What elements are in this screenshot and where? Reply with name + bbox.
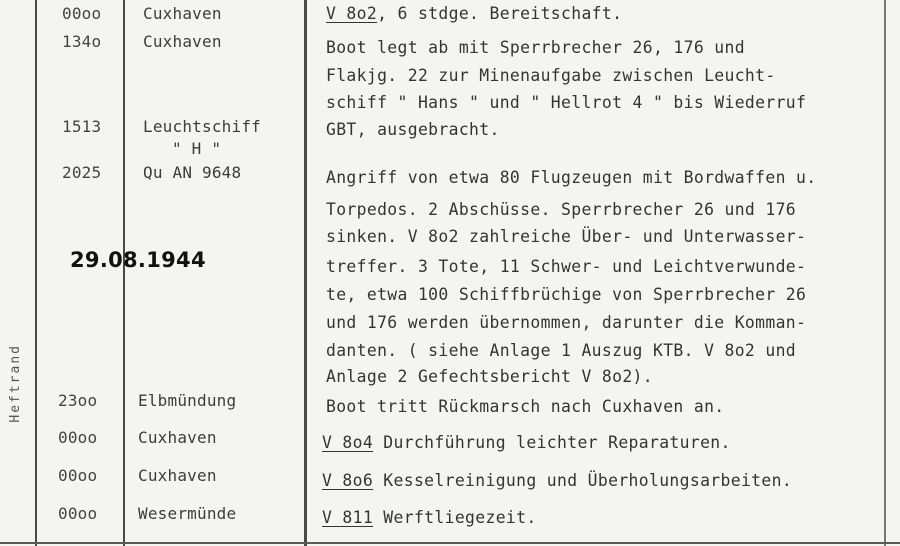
event-line: Torpedos. 2 Abschüsse. Sperrbrecher 26 und 176 <box>326 200 797 219</box>
event-entry <box>322 433 731 452</box>
time-cell: 1513 <box>62 117 102 136</box>
event-text: Kesselreinigung und Überholungsarbeiten. <box>373 471 793 490</box>
time-cell: 134o <box>62 32 102 51</box>
place-cell: Wesermünde <box>138 504 237 523</box>
event-line: te, etwa 100 Schiffbrüchige von Sperrbrecher 26 <box>326 285 807 304</box>
event-line: GBT, ausgebracht. <box>326 120 500 139</box>
event-line: Anlage 2 Gefechtsbericht V 8o2). <box>326 367 653 386</box>
event-line: danten. ( siehe Anlage 1 Auszug KTB. V 8o2 und <box>326 341 797 360</box>
event-entry <box>322 508 537 527</box>
event-line: Angriff von etwa 80 Flugzeugen mit Bordwaffen u. <box>326 168 817 187</box>
event-text: Werftliegezeit. <box>373 508 537 527</box>
bottom-rule <box>0 542 900 544</box>
vessel-designation: V 811 <box>322 508 374 527</box>
time-cell: 00oo <box>62 4 102 23</box>
time-cell: 00oo <box>58 504 98 523</box>
place-cell: Qu AN 9648 <box>143 163 242 182</box>
column-rule-place <box>304 0 307 546</box>
place-cell: Cuxhaven <box>143 4 222 23</box>
margin-label: Heftrand <box>8 344 23 423</box>
column-rule-time <box>123 0 125 546</box>
vessel-designation: V 8o2 <box>326 4 378 23</box>
event-entry <box>322 471 792 490</box>
place-cell: Leuchtschiff <box>143 117 261 136</box>
vessel-designation: V 8o4 <box>322 433 374 452</box>
time-cell: 00oo <box>58 466 98 485</box>
place-cell: Elbmündung <box>138 391 237 410</box>
event-line: schiff " Hans " und " Hellrot 4 " bis Wiederruf <box>326 93 807 112</box>
date-stamp: 29.08.1944 <box>70 248 206 272</box>
event-entry: Boot tritt Rückmarsch nach Cuxhaven an. <box>326 397 725 416</box>
event-line: und 176 werden übernommen, darunter die Komman- <box>326 313 807 332</box>
time-cell: 00oo <box>58 428 98 447</box>
place-cell-second-line: " H " <box>172 139 222 158</box>
place-cell: Cuxhaven <box>138 428 217 447</box>
event-line: treffer. 3 Tote, 11 Schwer- und Leichtverwunde- <box>326 257 807 276</box>
event-text: , 6 stdge. Bereitschaft. <box>377 4 623 23</box>
event-line: Boot legt ab mit Sperrbrecher 26, 176 und <box>326 38 745 57</box>
place-cell: Cuxhaven <box>143 32 222 51</box>
column-rule-left <box>35 0 37 546</box>
time-cell: 23oo <box>58 391 98 410</box>
event-text: Durchführung leichter Reparaturen. <box>373 433 731 452</box>
event-entry <box>326 4 622 23</box>
time-cell: 2025 <box>62 163 102 182</box>
place-cell: Cuxhaven <box>138 466 217 485</box>
vessel-designation: V 8o6 <box>322 471 374 490</box>
column-rule-right <box>884 0 886 546</box>
event-line: sinken. V 8o2 zahlreiche Über- und Unterwasser- <box>326 227 807 246</box>
event-line: Flakjg. 22 zur Minenaufgabe zwischen Leucht- <box>326 66 776 85</box>
